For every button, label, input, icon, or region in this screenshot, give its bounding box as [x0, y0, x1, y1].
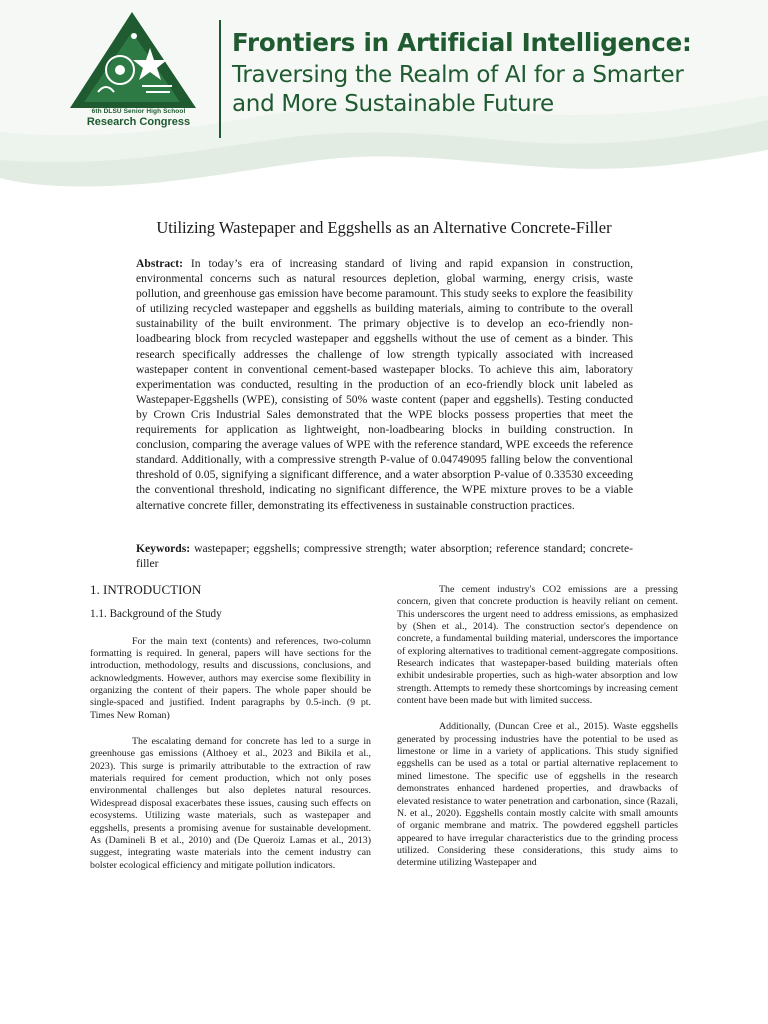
section-heading: 1. INTRODUCTION [90, 582, 202, 597]
logo-caption-line1: 6th DLSU Senior High School [91, 108, 186, 115]
abstract-label: Abstract: [136, 257, 184, 270]
abstract [136, 256, 633, 513]
conference-subtitle: Traversing the Realm of AI for a Smarter and More Sustainable Future [232, 62, 684, 117]
logo-caption [76, 108, 201, 128]
paragraph: Additionally, (Duncan Cree et al., 2015). Waste eggshells generated by processing industries have the potential to be used as limestone or lime in a variety of applications. This study signified eggshells can be used as a total or partial alternative replacement to mined limestone. The specific use of eggshells in the research demonstrates enhanced hardened properties, and drawbacks of elevated resistance to water penetration and carbonation, since (Razali, N. et al., 2020). Eggshells contain mostly calcite with small amounts of organic membrane and matrix. The powdered eggshell particles appeared to have irregular characteristics due to the grinding process utilized. Considering these considerations, this study aims to determine utilizing Wastepaper and [397, 721, 678, 869]
paper-title: Utilizing Wastepaper and Eggshells as an Alternative Concrete-Filler [156, 218, 612, 237]
keywords-label: Keywords: [136, 542, 191, 555]
abstract-text: In today’s era of increasing standard of living and rapid expansion in construction, environmental concerns such as natural resources depletion, global warming, energy crisis, waste pollution, and greenhouse gas emission have become paramount. This study seeks to explore the feasibility of utilizing recycled wastepaper and eggshells as building materials, aiming to contribute to the overall sustainability of the built environment. The primary objective is to develop an eco-friendly non-loadbearing block from recycled wastepaper and eggshells without the use of cement as a binder. This research specifically addresses the challenge of low strength typically associated with increased wastepaper content in conventional cement-based wastepaper blocks. To achieve this aim, laboratory experimentation was conducted, resulting in the production of an eco-friendly block unit labeled as Wastepaper-Eggshells (WPE), consisting of 50% waste content (paper and eggshells). Testing conducted by Crown Cris Industrial Sales demonstrated that the WPE blocks possess properties that meet the requirements for application as lightweight, non-loadbearing blocks in building construction. In conclusion, comparing the average values of WPE with the reference standard, WPE exceeds the reference standard. Additionally, with a compressive strength P-value of 0.04749095 falling below the conventional threshold of 0.05, signifying a significant difference, and a water absorption P-value of 0.33530 exceeding the conventional threshold, indicating no significant difference, the WPE mixture proves to be a viable alternative concrete filler, demonstrating its effectiveness in sustainable construction practices. [136, 257, 634, 512]
logo-caption-line2: Research Congress [86, 116, 191, 128]
conference-banner [0, 0, 768, 200]
conference-title: Frontiers in Artificial Intelligence: [232, 28, 692, 57]
paragraph: For the main text (contents) and references, two-column formatting is required. In general, papers will have sections for the introduction, methodology, results and discussions, conclusions, and acknowledgments. However, authors may exercise some flexibility in organizing the content of their papers. The whole paper should be single-spaced and justified. Indent paragraphs by 0.5-inch. (9 pt. Times New Roman) [90, 635, 371, 721]
paragraph: The cement industry's CO2 emissions are a pressing concern, given that concrete production is heavily reliant on cement. This underscores the urgent need to address emissions, as emphasized by (Shen et al., 2014). The construction sector's dependence on concrete, a fundamental building material, underscores the importance of exploring alternatives to traditional cement-aggregate compositions. Research indicates that wastepaper-based building materials often exhibit undesirable properties, such as high-water absorption and low strength. Attempts to remedy these shortcomings by increasing cement content have been made but with limited success. [397, 584, 678, 707]
right-column [397, 584, 678, 884]
left-column [90, 584, 371, 886]
paragraph: The escalating demand for concrete has led to a surge in greenhouse gas emissions (Althoey et al., 2023 and Bikila et al., 2023). This surge is primarily attributable to the extraction of raw materials required for cement production, which not only poses environmental challenges but also depletes natural resources. Widespread disposal exacerbates these issues, causing such effects on ecosystems. Utilizing waste materials, such as wastepaper and eggshells, presents a promising avenue for sustainable development. As (Damineli B et al., 2010) and (De Queroiz Lamas et al., 2013) suggest, integrating waste materials into the cement industry can bolster ecological efficiency and mitigate pollution indicators. [90, 736, 371, 871]
subsection-heading: 1.1. Background of the Study [90, 608, 222, 621]
keywords [136, 541, 633, 571]
header-divider [219, 20, 221, 138]
keywords-text: wastepaper; eggshells; compressive strength; water absorption; reference standard; concrete-filler [136, 542, 633, 571]
